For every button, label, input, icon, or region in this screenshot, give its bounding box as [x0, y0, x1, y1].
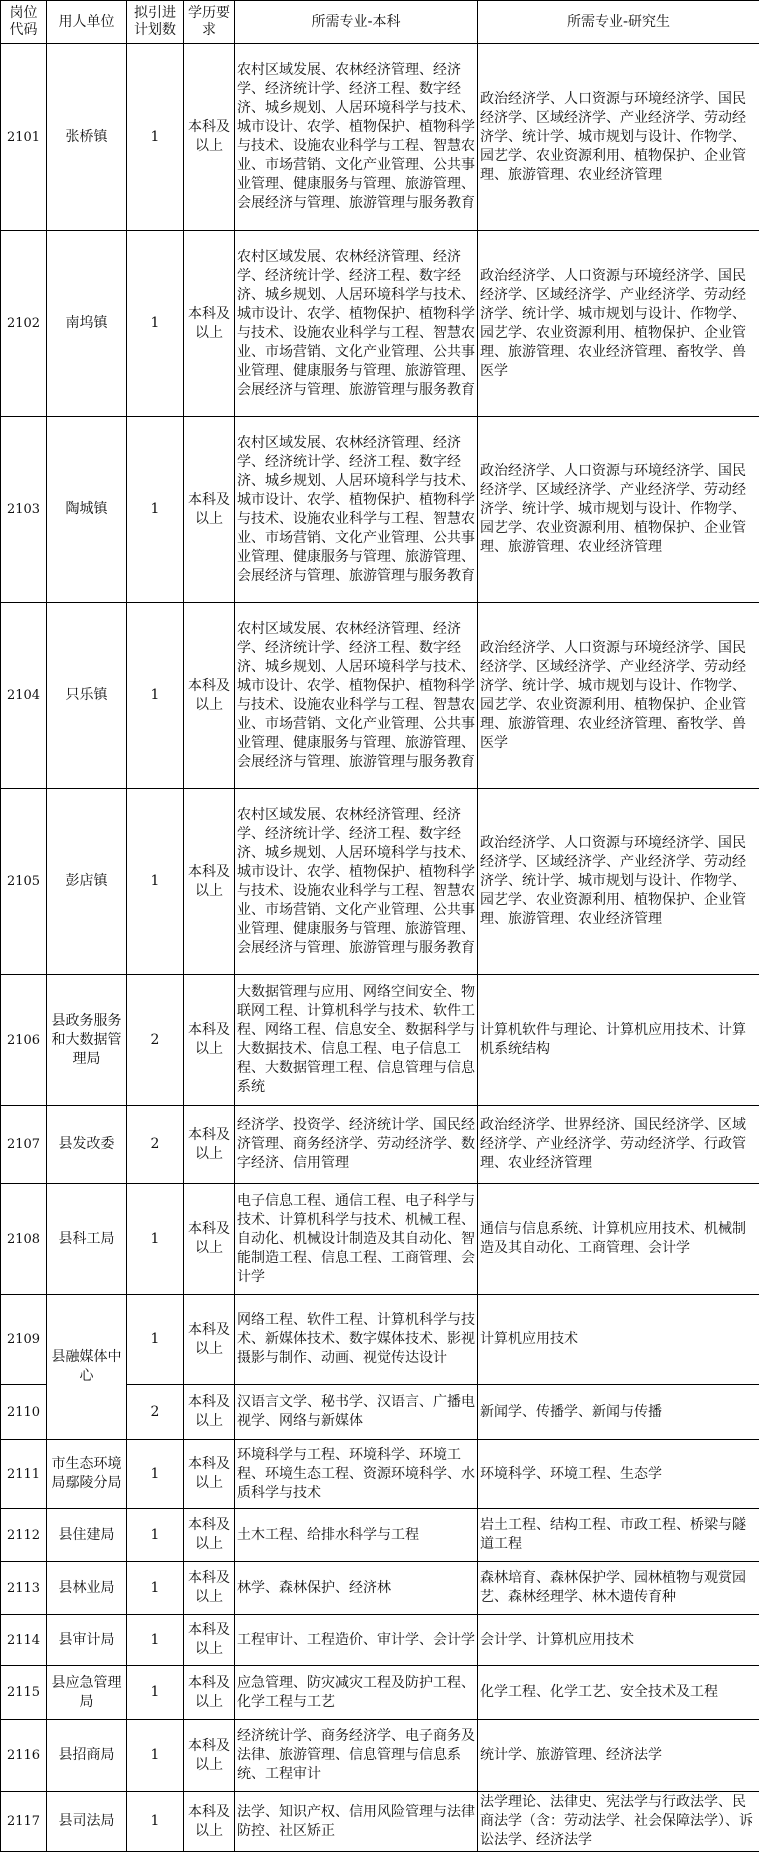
cell-edu: 本科及以上 — [184, 231, 235, 417]
cell-undergrad: 汉语言文学、秘书学、汉语言、广播电视学、网络与新媒体 — [235, 1385, 478, 1440]
cell-undergrad: 农村区域发展、农林经济管理、经济学、经济统计学、经济工程、数字经济、城乡规划、人居环境科学与技术、城市设计、农学、植物保护、植物科学与技术、设施农业科学与工程、智慧农业、市场营销、文化产业管理、公共事业管理、健康服务与管理、旅游管理、会展经济与管理、旅游管理与服务教育 — [235, 231, 478, 417]
cell-code: 2104 — [1, 603, 47, 789]
table-row — [1, 231, 759, 417]
cell-edu: 本科及以上 — [184, 1440, 235, 1509]
cell-unit: 陶城镇 — [47, 417, 127, 603]
cell-plan: 1 — [127, 1295, 184, 1385]
cell-edu: 本科及以上 — [184, 1720, 235, 1792]
cell-grad: 政治经济学、世界经济、国民经济学、区域经济学、产业经济学、劳动经济学、行政管理、农业经济管理 — [478, 1106, 759, 1184]
table-row — [1, 1106, 759, 1184]
cell-code: 2116 — [1, 1720, 47, 1792]
cell-code: 2114 — [1, 1615, 47, 1666]
table-row — [1, 1615, 759, 1666]
cell-code: 2103 — [1, 417, 47, 603]
table-row — [1, 1720, 759, 1792]
cell-unit: 县发改委 — [47, 1106, 127, 1184]
table-row — [1, 1562, 759, 1615]
cell-grad: 政治经济学、人口资源与环境经济学、国民经济学、区域经济学、产业经济学、劳动经济学、统计学、城市规划与设计、作物学、园艺学、农业资源利用、植物保护、企业管理、旅游管理、农业经济管理 — [478, 44, 759, 231]
cell-unit: 县科工局 — [47, 1184, 127, 1295]
cell-grad: 政治经济学、人口资源与环境经济学、国民经济学、区域经济学、产业经济学、劳动经济学、统计学、城市规划与设计、作物学、园艺学、农业资源利用、植物保护、企业管理、旅游管理、农业经济管理、畜牧学、兽医学 — [478, 231, 759, 417]
cell-grad: 通信与信息系统、计算机应用技术、机械制造及其自动化、工商管理、会计学 — [478, 1184, 759, 1295]
cell-grad: 新闻学、传播学、新闻与传播 — [478, 1385, 759, 1440]
cell-undergrad: 法学、知识产权、信用风险管理与法律防控、社区矫正 — [235, 1792, 478, 1852]
cell-unit: 市生态环境局鄢陵分局 — [47, 1440, 127, 1509]
cell-undergrad: 农村区域发展、农林经济管理、经济学、经济统计学、经济工程、数字经济、城乡规划、人居环境科学与技术、城市设计、农学、植物保护、植物科学与技术、设施农业科学与工程、智慧农业、市场营销、文化产业管理、公共事业管理、健康服务与管理、旅游管理、会展经济与管理、旅游管理与服务教育 — [235, 789, 478, 975]
cell-unit: 县住建局 — [47, 1509, 127, 1562]
cell-code: 2108 — [1, 1184, 47, 1295]
cell-code: 2109 — [1, 1295, 47, 1385]
table-row — [1, 1666, 759, 1720]
cell-plan: 1 — [127, 1509, 184, 1562]
table-row — [1, 417, 759, 603]
cell-unit: 张桥镇 — [47, 44, 127, 231]
cell-edu: 本科及以上 — [184, 44, 235, 231]
cell-grad: 政治经济学、人口资源与环境经济学、国民经济学、区域经济学、产业经济学、劳动经济学、统计学、城市规划与设计、作物学、园艺学、农业资源利用、植物保护、企业管理、旅游管理、农业经济管理 — [478, 417, 759, 603]
cell-undergrad: 农村区域发展、农林经济管理、经济学、经济统计学、经济工程、数字经济、城乡规划、人居环境科学与技术、城市设计、农学、植物保护、植物科学与技术、设施农业科学与工程、智慧农业、市场营销、文化产业管理、公共事业管理、健康服务与管理、旅游管理、会展经济与管理、旅游管理与服务教育 — [235, 417, 478, 603]
cell-grad: 森林培育、森林保护学、园林植物与观赏园艺、森林经理学、林木遗传育种 — [478, 1562, 759, 1615]
cell-plan: 1 — [127, 789, 184, 975]
cell-edu: 本科及以上 — [184, 789, 235, 975]
header-unit: 用人单位 — [47, 1, 127, 44]
cell-grad: 计算机软件与理论、计算机应用技术、计算机系统结构 — [478, 975, 759, 1106]
cell-undergrad: 农村区域发展、农林经济管理、经济学、经济统计学、经济工程、数字经济、城乡规划、人居环境科学与技术、城市设计、农学、植物保护、植物科学与技术、设施农业科学与工程、智慧农业、市场营销、文化产业管理、公共事业管理、健康服务与管理、旅游管理、会展经济与管理、旅游管理与服务教育 — [235, 44, 478, 231]
cell-edu: 本科及以上 — [184, 1509, 235, 1562]
cell-unit: 县应急管理局 — [47, 1666, 127, 1720]
header-plan: 拟引进计划数 — [127, 1, 184, 44]
cell-plan: 1 — [127, 1792, 184, 1852]
cell-grad: 计算机应用技术 — [478, 1295, 759, 1385]
cell-unit: 南坞镇 — [47, 231, 127, 417]
header-grad: 所需专业-研究生 — [478, 1, 759, 44]
cell-edu: 本科及以上 — [184, 1295, 235, 1385]
cell-edu: 本科及以上 — [184, 1106, 235, 1184]
cell-edu: 本科及以上 — [184, 1666, 235, 1720]
cell-edu: 本科及以上 — [184, 1792, 235, 1852]
cell-plan: 1 — [127, 231, 184, 417]
header-undergrad: 所需专业-本科 — [235, 1, 478, 44]
cell-grad: 政治经济学、人口资源与环境经济学、国民经济学、区域经济学、产业经济学、劳动经济学、统计学、城市规划与设计、作物学、园艺学、农业资源利用、植物保护、企业管理、旅游管理、农业经济管理 — [478, 789, 759, 975]
header-row — [1, 1, 759, 44]
cell-edu: 本科及以上 — [184, 603, 235, 789]
cell-undergrad: 环境科学与工程、环境科学、环境工程、环境生态工程、资源环境科学、水质科学与技术 — [235, 1440, 478, 1509]
cell-code: 2113 — [1, 1562, 47, 1615]
table-row — [1, 44, 759, 231]
cell-undergrad: 经济统计学、商务经济学、电子商务及法律、旅游管理、信息管理与信息系统、工程审计 — [235, 1720, 478, 1792]
cell-unit: 彭店镇 — [47, 789, 127, 975]
cell-undergrad: 工程审计、工程造价、审计学、会计学 — [235, 1615, 478, 1666]
cell-grad: 环境科学、环境工程、生态学 — [478, 1440, 759, 1509]
table-row — [1, 1509, 759, 1562]
cell-unit: 县融媒体中心 — [47, 1295, 127, 1440]
cell-plan: 1 — [127, 1666, 184, 1720]
cell-code: 2111 — [1, 1440, 47, 1509]
cell-code: 2110 — [1, 1385, 47, 1440]
cell-code: 2115 — [1, 1666, 47, 1720]
cell-code: 2106 — [1, 975, 47, 1106]
cell-grad: 会计学、计算机应用技术 — [478, 1615, 759, 1666]
cell-grad: 法学理论、法律史、宪法学与行政法学、民商法学（含：劳动法学、社会保障法学）、诉讼法学、经济法学 — [478, 1792, 759, 1852]
cell-code: 2102 — [1, 231, 47, 417]
cell-grad: 岩土工程、结构工程、市政工程、桥梁与隧道工程 — [478, 1509, 759, 1562]
cell-undergrad: 土木工程、给排水科学与工程 — [235, 1509, 478, 1562]
table-row — [1, 1184, 759, 1295]
cell-undergrad: 大数据管理与应用、网络空间安全、物联网工程、计算机科学与技术、软件工程、网络工程、信息安全、数据科学与大数据技术、信息工程、电子信息工程、大数据管理工程、信息管理与信息系统 — [235, 975, 478, 1106]
cell-unit: 县招商局 — [47, 1720, 127, 1792]
cell-plan: 1 — [127, 44, 184, 231]
cell-code: 2107 — [1, 1106, 47, 1184]
cell-unit: 只乐镇 — [47, 603, 127, 789]
table-row — [1, 603, 759, 789]
cell-edu: 本科及以上 — [184, 417, 235, 603]
cell-code: 2112 — [1, 1509, 47, 1562]
cell-plan: 1 — [127, 417, 184, 603]
cell-edu: 本科及以上 — [184, 1615, 235, 1666]
cell-plan: 1 — [127, 1720, 184, 1792]
cell-plan: 1 — [127, 1615, 184, 1666]
cell-edu: 本科及以上 — [184, 1562, 235, 1615]
cell-unit: 县林业局 — [47, 1562, 127, 1615]
cell-undergrad: 电子信息工程、通信工程、电子科学与技术、计算机科学与技术、机械工程、自动化、机械设计制造及其自动化、智能制造工程、信息工程、工商管理、会计学 — [235, 1184, 478, 1295]
table-row — [1, 975, 759, 1106]
cell-plan: 1 — [127, 1440, 184, 1509]
cell-code: 2117 — [1, 1792, 47, 1852]
cell-undergrad: 农村区域发展、农林经济管理、经济学、经济统计学、经济工程、数字经济、城乡规划、人居环境科学与技术、城市设计、农学、植物保护、植物科学与技术、设施农业科学与工程、智慧农业、市场营销、文化产业管理、公共事业管理、健康服务与管理、旅游管理、会展经济与管理、旅游管理与服务教育 — [235, 603, 478, 789]
cell-unit: 县审计局 — [47, 1615, 127, 1666]
cell-code: 2101 — [1, 44, 47, 231]
cell-grad: 化学工程、化学工艺、安全技术及工程 — [478, 1666, 759, 1720]
cell-edu: 本科及以上 — [184, 1184, 235, 1295]
table-row — [1, 789, 759, 975]
header-code: 岗位代码 — [1, 1, 47, 44]
cell-grad: 政治经济学、人口资源与环境经济学、国民经济学、区域经济学、产业经济学、劳动经济学、统计学、城市规划与设计、作物学、园艺学、农业资源利用、植物保护、企业管理、旅游管理、农业经济管理、畜牧学、兽医学 — [478, 603, 759, 789]
cell-edu: 本科及以上 — [184, 1385, 235, 1440]
cell-plan: 1 — [127, 1184, 184, 1295]
cell-undergrad: 经济学、投资学、经济统计学、国民经济管理、商务经济学、劳动经济学、数字经济、信用管理 — [235, 1106, 478, 1184]
cell-grad: 统计学、旅游管理、经济法学 — [478, 1720, 759, 1792]
cell-plan: 2 — [127, 1106, 184, 1184]
table-row — [1, 1440, 759, 1509]
cell-plan: 1 — [127, 603, 184, 789]
cell-plan: 1 — [127, 1562, 184, 1615]
cell-unit: 县司法局 — [47, 1792, 127, 1852]
cell-undergrad: 林学、森林保护、经济林 — [235, 1562, 478, 1615]
cell-edu: 本科及以上 — [184, 975, 235, 1106]
cell-unit: 县政务服务和大数据管理局 — [47, 975, 127, 1106]
cell-plan: 2 — [127, 975, 184, 1106]
cell-undergrad: 应急管理、防灾减灾工程及防护工程、化学工程与工艺 — [235, 1666, 478, 1720]
table-row — [1, 1295, 759, 1385]
cell-code: 2105 — [1, 789, 47, 975]
cell-plan: 2 — [127, 1385, 184, 1440]
cell-undergrad: 网络工程、软件工程、计算机科学与技术、新媒体技术、数字媒体技术、影视摄影与制作、动画、视觉传达设计 — [235, 1295, 478, 1385]
header-edu: 学历要求 — [184, 1, 235, 44]
